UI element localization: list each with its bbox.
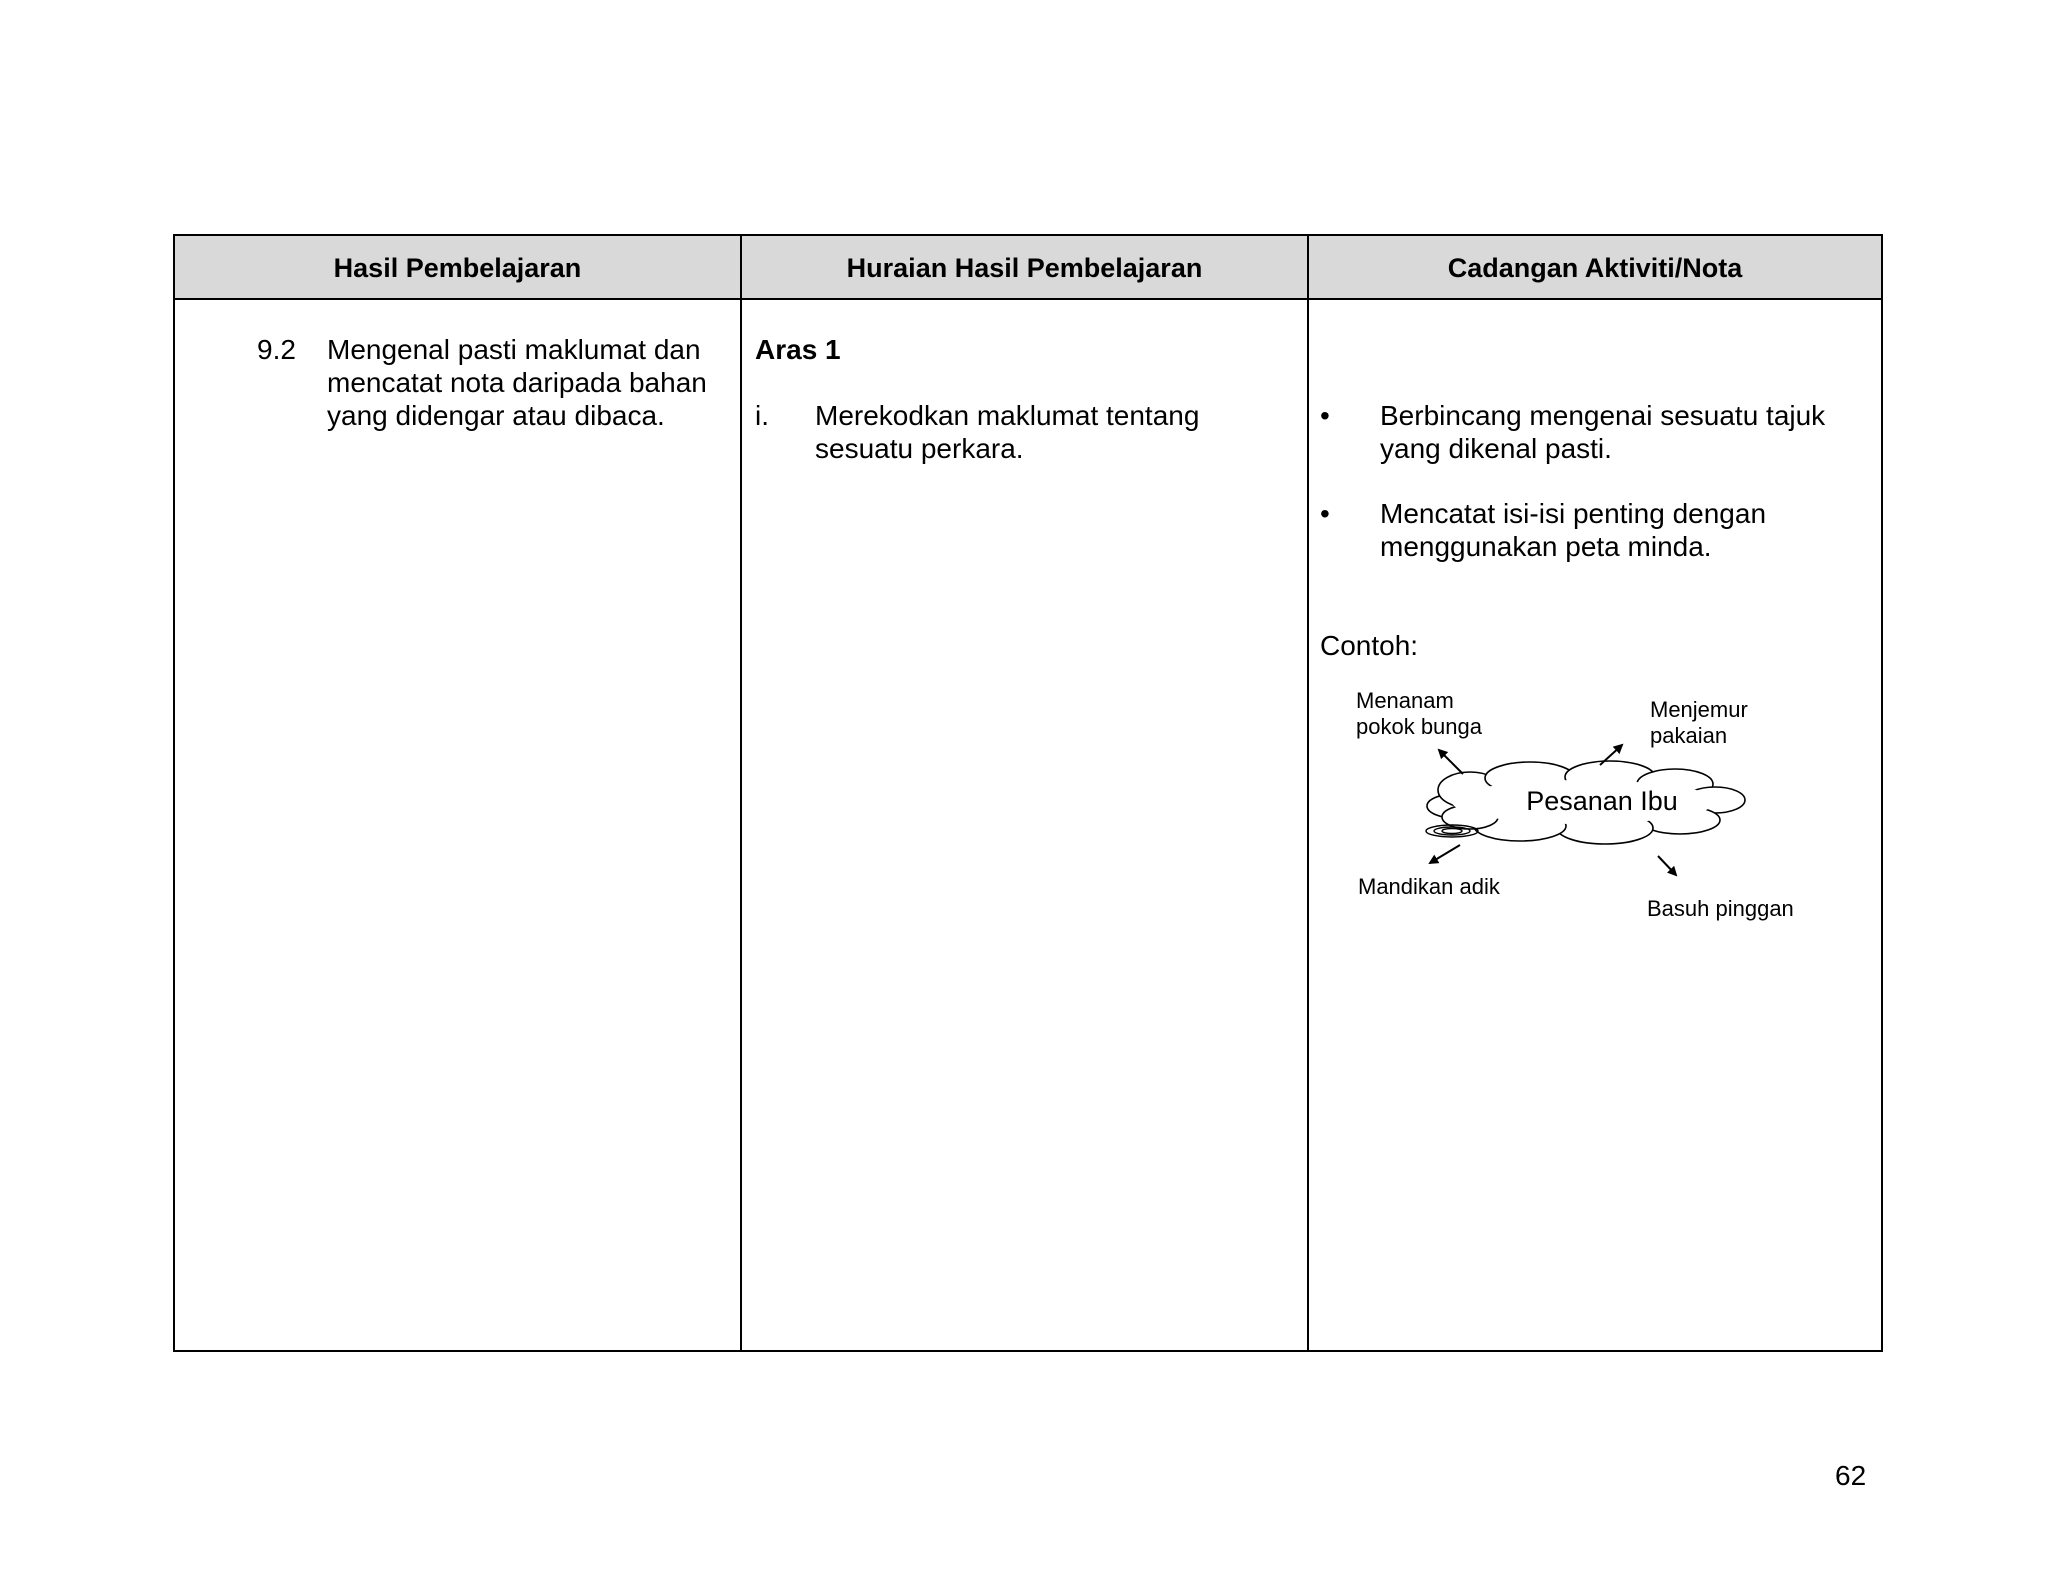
arrow-bottom-right (1658, 856, 1676, 875)
bullet-line: yang dikenal pasti. (1380, 433, 1612, 464)
bullet-glyph: • (1320, 400, 1330, 431)
item-line: sesuatu perkara. (815, 433, 1024, 464)
page-number: 62 (1835, 1460, 1867, 1491)
learning-outcome-line: mencatat nota daripada bahan (327, 367, 707, 398)
header-huraian-hasil-pembelajaran: Huraian Hasil Pembelajaran (846, 253, 1203, 283)
bullet-glyph: • (1320, 498, 1330, 529)
header-hasil-pembelajaran: Hasil Pembelajaran (333, 253, 582, 283)
bullet-line: menggunakan peta minda. (1380, 531, 1712, 562)
mind-map-label-top-right-line1: Menjemur (1650, 697, 1748, 722)
arrow-top-left (1439, 750, 1463, 774)
mind-map-label-top-left-line1: Menanam (1356, 688, 1454, 713)
item-number: i. (755, 400, 769, 431)
mind-map-label-top-left-line2: pokok bunga (1356, 714, 1482, 739)
mind-map-center-label: Pesanan Ibu (1526, 786, 1678, 816)
mind-map-label-bottom-left: Mandikan adik (1358, 874, 1500, 899)
column-divider (740, 236, 742, 1350)
level-heading: Aras 1 (755, 334, 841, 365)
learning-outcome-line: yang didengar atau dibaca. (327, 400, 665, 431)
arrow-bottom-left (1430, 845, 1460, 863)
bullet-line: Mencatat isi-isi penting dengan (1380, 498, 1767, 529)
header-cadangan-aktiviti-nota: Cadangan Aktiviti/Nota (1447, 253, 1743, 283)
column-divider (1307, 236, 1309, 1350)
learning-outcome-line: Mengenal pasti maklumat dan (327, 334, 701, 365)
mind-map (1320, 680, 1820, 940)
learning-outcome-number: 9.2 (257, 334, 296, 365)
mind-map-label-top-right-line2: pakaian (1650, 723, 1728, 748)
mind-map-label-bottom-right: Basuh pinggan (1647, 896, 1794, 921)
bullet-line: Berbincang mengenai sesuatu tajuk (1380, 400, 1826, 431)
example-label: Contoh: (1320, 630, 1419, 661)
item-line: Merekodkan maklumat tentang (815, 400, 1200, 431)
